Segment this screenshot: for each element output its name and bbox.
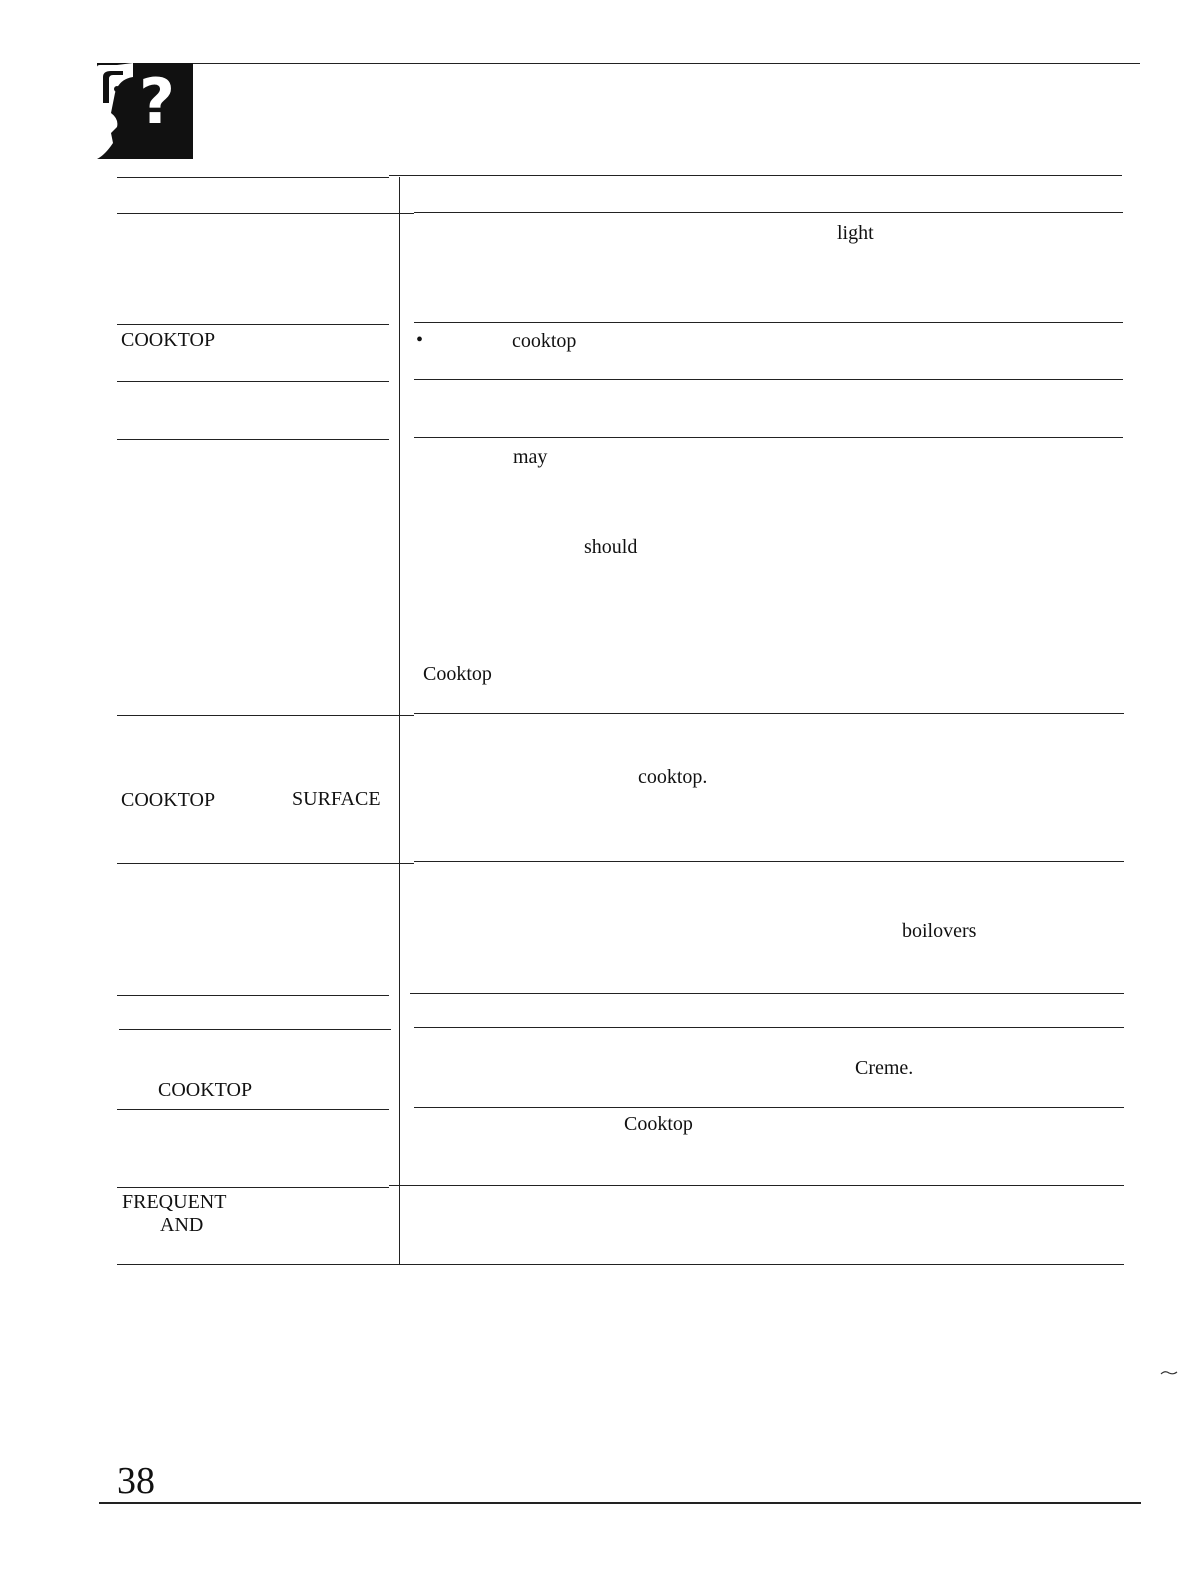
row-divider <box>414 322 1123 323</box>
row-divider <box>119 1029 391 1030</box>
row-divider <box>414 212 1123 213</box>
word-cooktop: Cooktop <box>624 1113 693 1135</box>
left-label-cooktop: COOKTOP <box>121 329 216 351</box>
row-divider <box>117 863 414 864</box>
row-divider <box>117 1264 1124 1265</box>
footer-rule <box>99 1502 1141 1504</box>
row-divider <box>414 713 1124 714</box>
row-divider <box>414 1027 1124 1028</box>
row-divider <box>414 379 1123 380</box>
tilde-mark-icon <box>1160 1370 1178 1376</box>
word-cooktop: Cooktop <box>423 663 492 685</box>
row-divider <box>414 861 1124 862</box>
word-may: may <box>513 446 548 468</box>
row-divider <box>117 213 414 214</box>
row-divider <box>389 1185 1124 1186</box>
svg-text:?: ? <box>139 65 175 138</box>
word-creme: Creme. <box>855 1057 914 1079</box>
row-divider <box>414 437 1123 438</box>
row-divider <box>117 1109 389 1110</box>
bullet: • <box>416 329 424 351</box>
row-divider <box>414 1107 1124 1108</box>
left-label-cooktop: COOKTOP <box>121 789 216 811</box>
row-divider <box>117 439 389 440</box>
column-divider <box>399 177 400 1264</box>
row-divider <box>117 995 389 996</box>
left-label-cooktop: COOKTOP <box>158 1079 253 1101</box>
word-cooktop: cooktop. <box>638 766 708 788</box>
row-divider <box>410 993 1124 994</box>
left-label-surface: SURFACE <box>292 788 381 810</box>
header-rule <box>193 63 1140 64</box>
row-divider <box>389 175 1122 176</box>
row-divider <box>117 1187 389 1188</box>
row-divider <box>117 381 389 382</box>
word-boilovers: boilovers <box>902 920 977 942</box>
question-head-icon <box>97 63 193 159</box>
word-should: should <box>584 536 638 558</box>
word-light: light <box>837 222 874 244</box>
row-divider <box>117 715 414 716</box>
row-divider <box>117 324 389 325</box>
left-label-and: AND <box>160 1214 204 1236</box>
row-divider <box>117 177 389 178</box>
word-cooktop: cooktop <box>512 330 577 352</box>
page-number: 38 <box>117 1460 155 1502</box>
left-label-frequent: FREQUENT <box>122 1191 227 1213</box>
